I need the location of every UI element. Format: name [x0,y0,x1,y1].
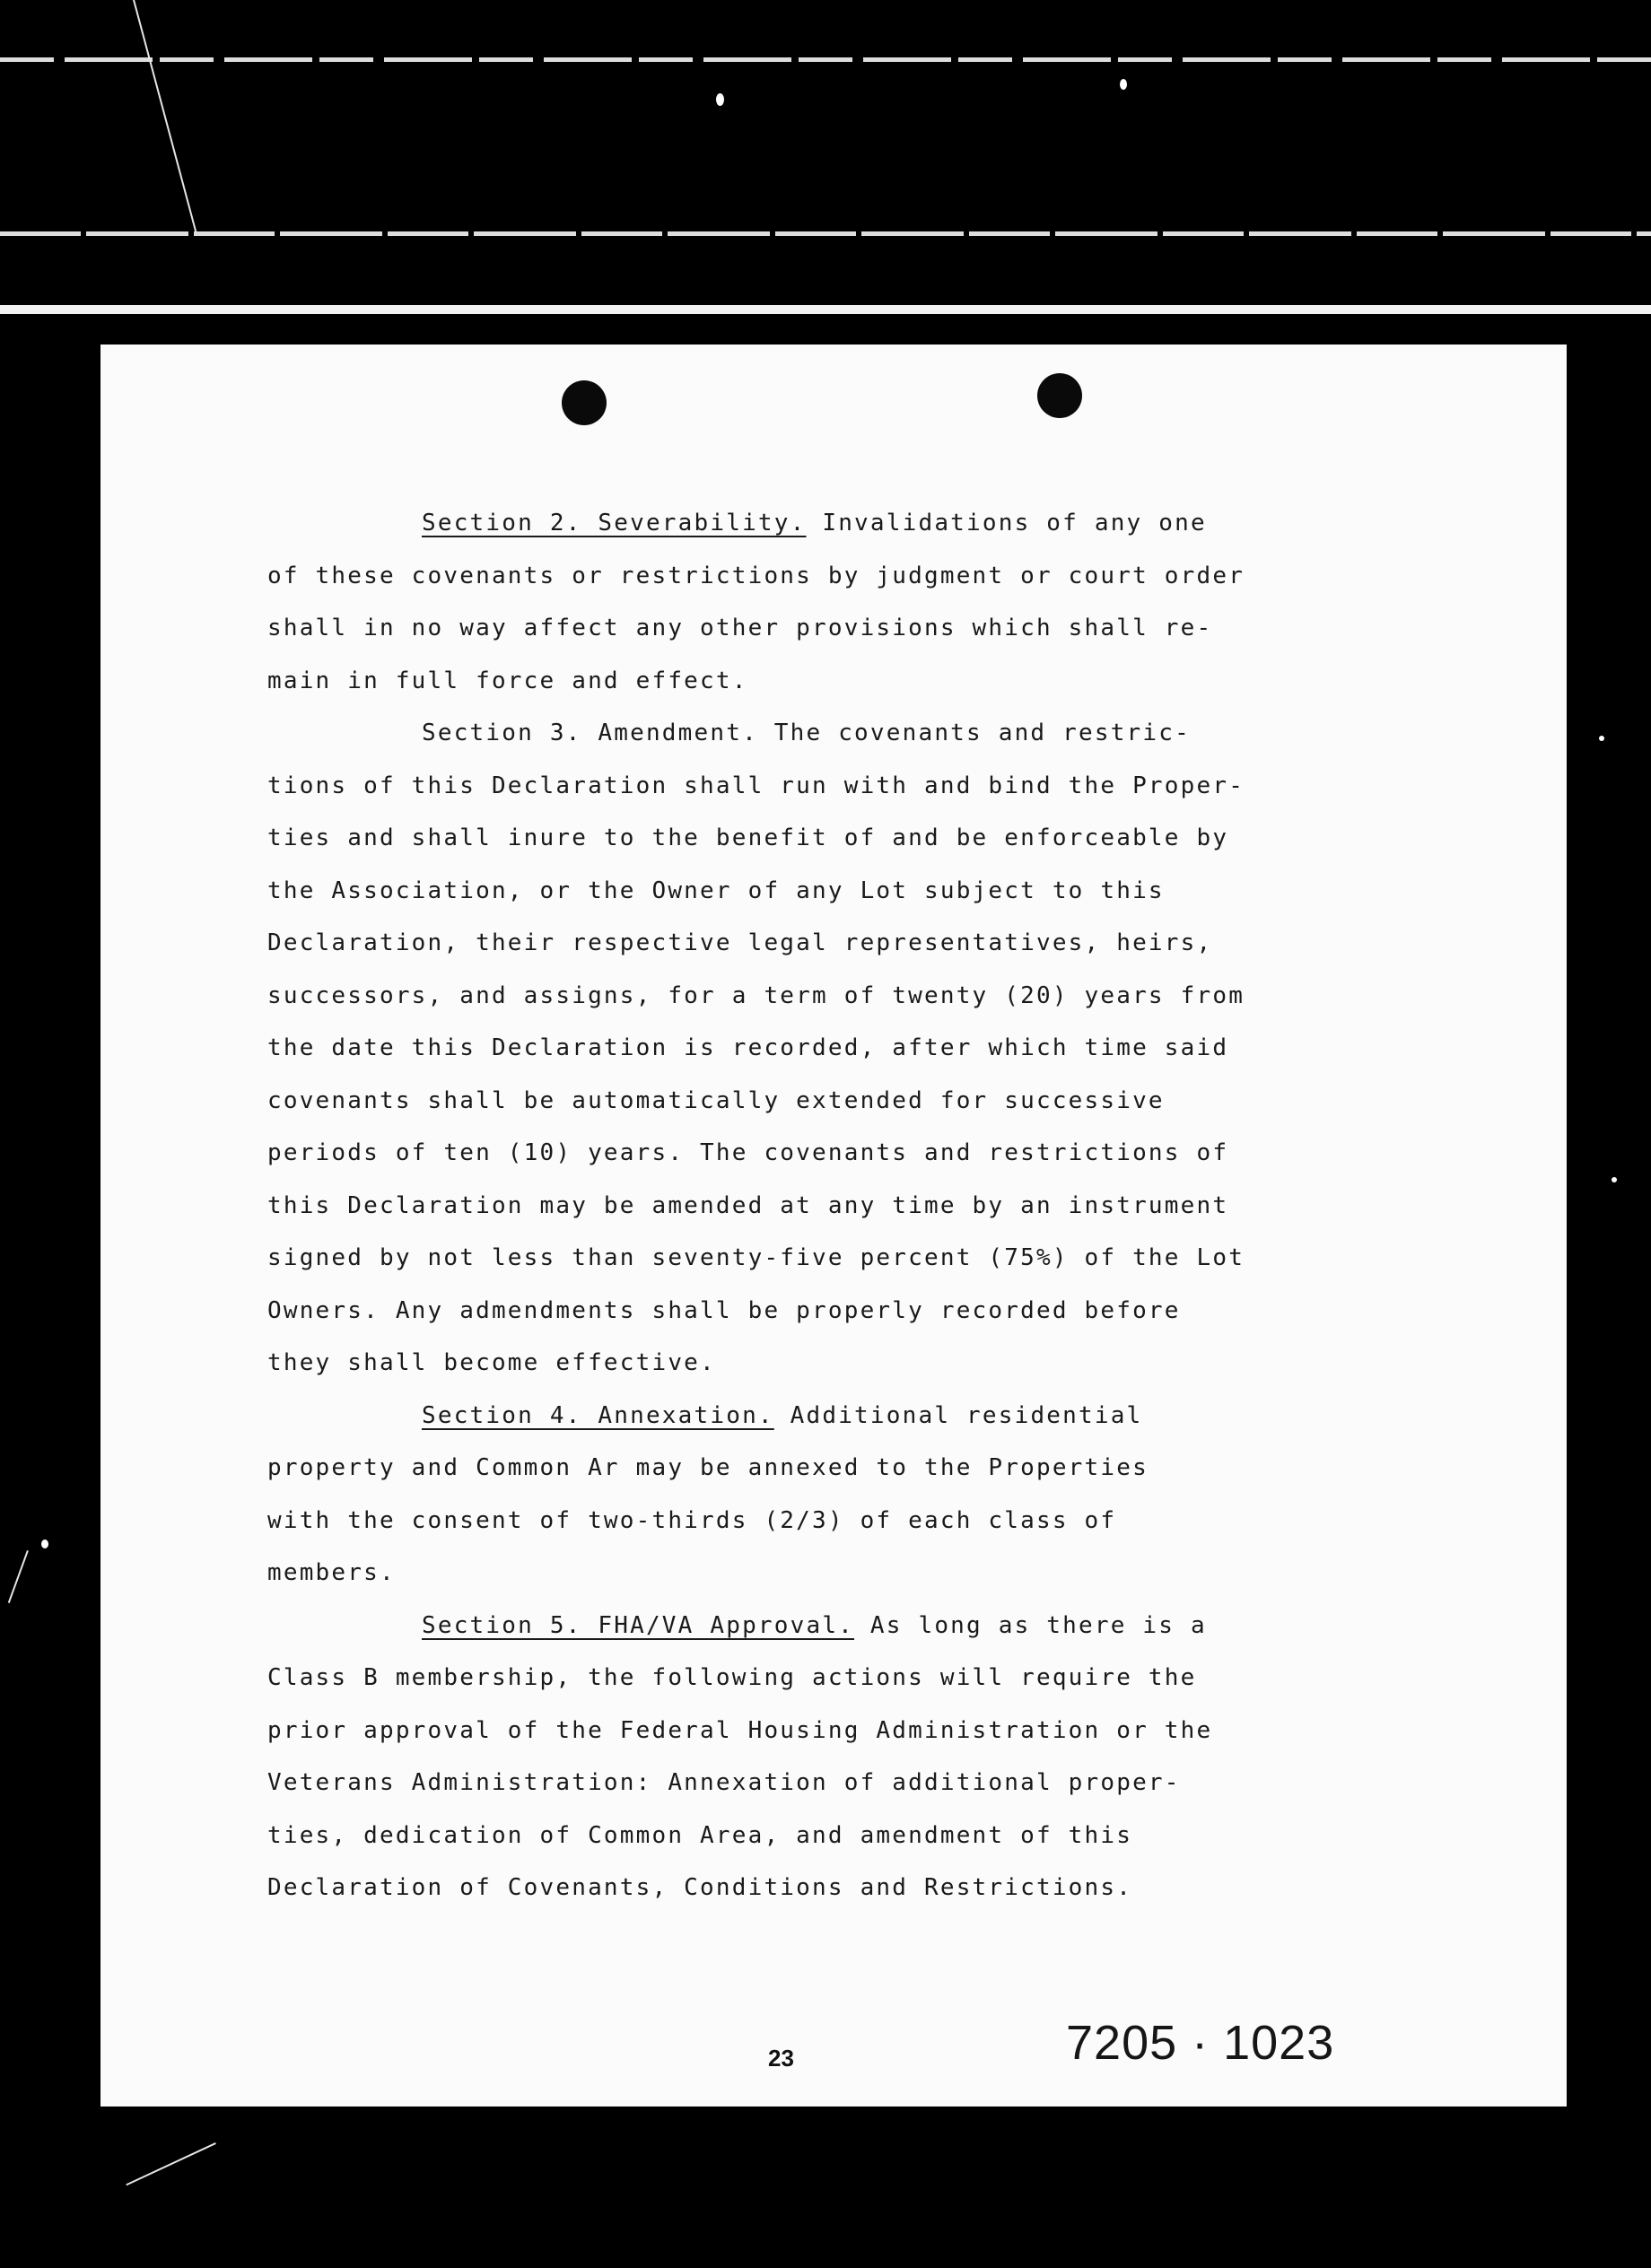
scan-scratch [8,1550,29,1603]
text-line: ties, dedication of Common Area, and amendment of this [267,1821,1133,1849]
scan-speck [1612,1177,1617,1182]
text-line: members. [267,1559,396,1586]
text-line: Declaration, their respective legal representatives, heirs, [267,929,1213,956]
section-heading: Section 3. Amendment. [422,720,758,746]
paragraph-first-line [267,1390,1425,1443]
scan-rule-top [0,57,1651,62]
section-heading: Section 4. Annexation. [422,1401,774,1429]
scan-rule-bottom [0,305,1651,314]
scan-scratch [133,0,197,232]
paragraph-first-line [267,1600,1425,1653]
text-line: ties and shall inure to the benefit of and be enforceable by [267,824,1229,851]
text-line: tions of this Declaration shall run with and bind the Proper- [267,772,1245,799]
text-line: this Declaration may be amended at any time by an instrument [267,1191,1229,1219]
text-line: As long as there is a [869,1611,1207,1639]
paragraph-first-line [267,497,1425,550]
text-line: successors, and assigns, for a term of twenty (20) years from [267,981,1245,1009]
text-line: Invalidations of any one [822,510,1207,536]
text-line: main in full force and effect. [267,667,748,694]
scan-speck [716,93,724,106]
text-line: prior approval of the Federal Housing Administration or the [267,1716,1213,1744]
document-body [267,497,1425,1915]
text-line: they shall become effective. [267,1349,716,1376]
text-line: The covenants and restric- [773,720,1191,746]
scan-speck [1599,736,1604,741]
text-line: Owners. Any admendments shall be properly recorded before [267,1296,1181,1324]
scan-speck [41,1540,48,1548]
text-line: property and Common Ar may be annexed to the Properties [267,1454,1149,1481]
text-line: Veterans Administration: Annexation of additional proper- [267,1769,1181,1796]
document-page [100,345,1567,2107]
page-number: 23 [768,2045,794,2072]
scan-rule-middle [0,231,1651,236]
punch-hole [1037,373,1082,418]
punch-hole [562,380,607,425]
scan-scratch [126,2142,216,2185]
text-line: covenants shall be automatically extended for successive [267,1086,1165,1114]
text-line: of these covenants or restrictions by judgment or court order [267,562,1245,589]
text-line: the Association, or the Owner of any Lot subject to this [267,877,1165,904]
text-line: Class B membership, the following actions will require the [267,1664,1197,1691]
text-line: Declaration of Covenants, Conditions and Restrictions. [267,1874,1133,1901]
paragraph-first-line [267,707,1425,760]
text-line: the date this Declaration is recorded, after which time said [267,1034,1229,1061]
text-line: Additional residential [790,1401,1143,1429]
section-heading: Section 2. Severability. [422,510,807,536]
book-page-stamp: 7205 · 1023 [1066,2016,1335,2070]
scan-speck [1120,79,1127,90]
text-line: signed by not less than seventy-five percent (75%) of the Lot [267,1244,1245,1271]
section-heading: Section 5. FHA/VA Approval. [422,1611,855,1639]
text-line: periods of ten (10) years. The covenants and restrictions of [267,1139,1229,1166]
text-line: with the consent of two-thirds (2/3) of each class of [267,1506,1117,1534]
text-line: shall in no way affect any other provisions which shall re- [267,615,1213,641]
